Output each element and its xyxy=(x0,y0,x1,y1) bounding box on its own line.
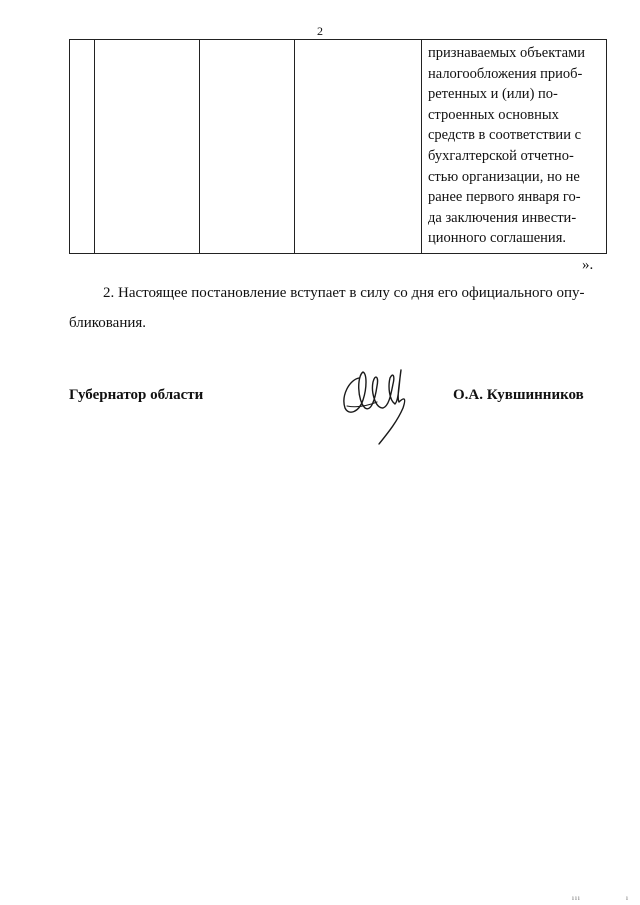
table-row xyxy=(70,40,607,254)
scan-marks: ııı xyxy=(572,894,581,902)
table-cell-line: стью организации, но не xyxy=(428,168,580,185)
closing-quote: ». xyxy=(582,257,594,273)
table-cell-line: бухгалтерской отчетно- xyxy=(428,147,574,164)
table-cell-line: средств в соответствии с xyxy=(428,127,582,144)
table-cell-line: да заключения инвести- xyxy=(428,209,577,226)
table-cell-empty xyxy=(295,40,422,254)
table-cell-empty xyxy=(200,40,295,254)
body-paragraph xyxy=(69,278,601,338)
table-cell-empty xyxy=(70,40,95,254)
table-cell-line: ционного соглашения. xyxy=(428,230,566,247)
table-cell-empty xyxy=(95,40,200,254)
table-cell-line: налогообложения приоб- xyxy=(428,65,583,82)
paragraph-line: 2. Настоящее постановление вступает в силу со дня его официального опу- xyxy=(103,285,585,301)
continued-table xyxy=(69,39,607,254)
table-cell-paragraph xyxy=(422,40,606,249)
table-cell-line: ранее первого января го- xyxy=(428,189,581,206)
page-number: 2 xyxy=(317,24,323,38)
signatory-position: Губернатор области xyxy=(69,387,204,403)
table-cell-line: признаваемых объектами xyxy=(428,45,585,61)
table-cell-line: строенных основных xyxy=(428,106,559,123)
paragraph-line: бликования. xyxy=(69,315,147,331)
table-cell-text xyxy=(422,40,607,254)
signatory-name: О.А. Кувшинников xyxy=(453,387,584,403)
signature-icon xyxy=(337,356,417,448)
scan-mark: ı xyxy=(626,894,628,902)
table-cell-line: ретенных и (или) по- xyxy=(428,86,558,103)
